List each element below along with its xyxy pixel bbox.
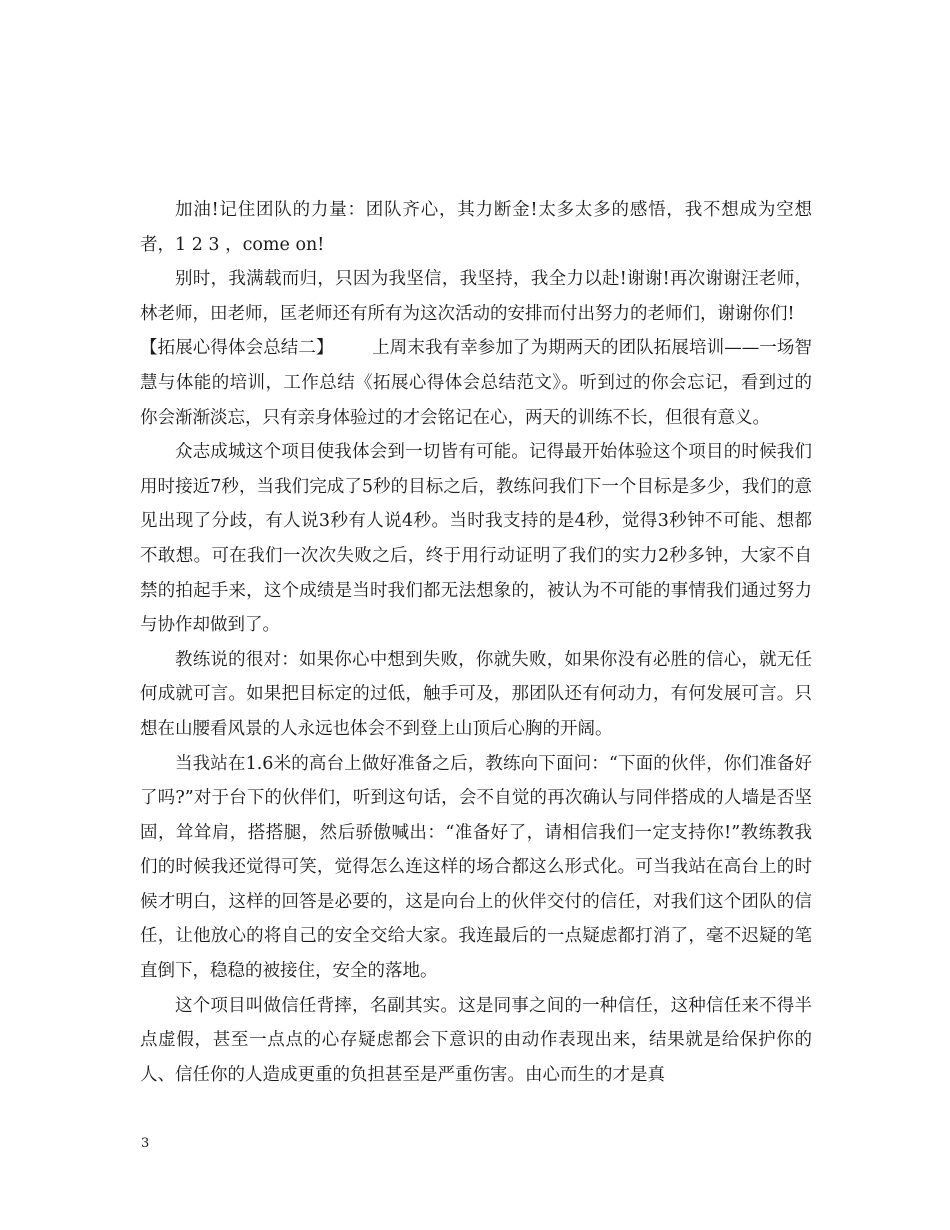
paragraph-thanks: 别时，我满载而归，只因为我坚信，我坚持，我全力以赴!谢谢!再次谢谢汪老师，林老师，田老师，匡老师还有所有为这次活动的安排而付出努力的老师们，谢谢你们!: [140, 269, 812, 324]
section-intro-text: 上周末我有幸参加了为期两天的团队拓展培训——一场智慧与体能的培训，工作总结《拓展心得体会总结范文》。听到过的你会忘记，看到过的你会渐渐淡忘，只有亲身体验过的才会铭记在心，两天的训练不长，但很有意义。: [140, 338, 813, 428]
page-number: 3: [141, 1136, 150, 1151]
paragraph-team-power: 加油!记住团队的力量：团队齐心，其力断金!太多太多的感悟，我不想成为空想者，1 2 3 ，come on!: [140, 200, 812, 255]
paragraph-coach-right: 教练说的很对：如果你心中想到失败，你就失败，如果你没有必胜的信心，就无任何成就可言。如果把目标定的过低，触手可及，那团队还有何动力，有何发展可言。只想在山腰看风景的人永远也体会不到登上山顶后心胸的开阔。: [140, 649, 812, 739]
section-heading: 【拓展心得体会总结二】: [140, 338, 334, 359]
paragraph-summary-two: [140, 331, 812, 435]
document-body: [140, 193, 812, 1092]
paragraph-all-possible: 众志成城这个项目使我体会到一切皆有可能。记得最开始体验这个项目的时候我们用时接近7秒，当我们完成了5秒的目标之后，教练问我们下一个目标是多少，我们的意见出现了分歧，有人说3秒有人说4秒。当时我支持的是4秒，觉得3秒钟不可能、想都不敢想。可在我们一次次失败之后，终于用行动证明了我们的实力2秒多钟，大家不自禁的拍起手来，这个成绩是当时我们都无法想象的，被认为不可能的事情我们通过努力与协作却做到了。: [140, 442, 812, 636]
paragraph-high-platform: 当我站在1.6米的高台上做好准备之后，教练向下面问：“下面的伙伴，你们准备好了吗?”对于台下的伙伴们，听到这句话，会不自觉的再次确认与同伴搭成的人墙是否坚固，耸耸肩，搭搭腿，然后骄傲喊出：“准备好了，请相信我们一定支持你!”教练教我们的时候我还觉得可笑，觉得怎么连这样的场合都这么形式化。可当我站在高台上的时候才明白，这样的回答是必要的，这是向台上的伙伴交付的信任，对我们这个团队的信任，让他放心的将自己的安全交给大家。我连最后的一点疑虑都打消了，毫不迟疑的笔直倒下，稳稳的被接住，安全的落地。: [140, 753, 812, 982]
paragraph-trust-fall: 这个项目叫做信任背摔，名副其实。这是同事之间的一种信任，这种信任来不得半点虚假，甚至一点点的心存疑虑都会下意识的由动作表现出来，结果就是给保护你的人、信任你的人造成更重的负担甚至是严重伤害。由心而生的才是真: [140, 995, 812, 1085]
